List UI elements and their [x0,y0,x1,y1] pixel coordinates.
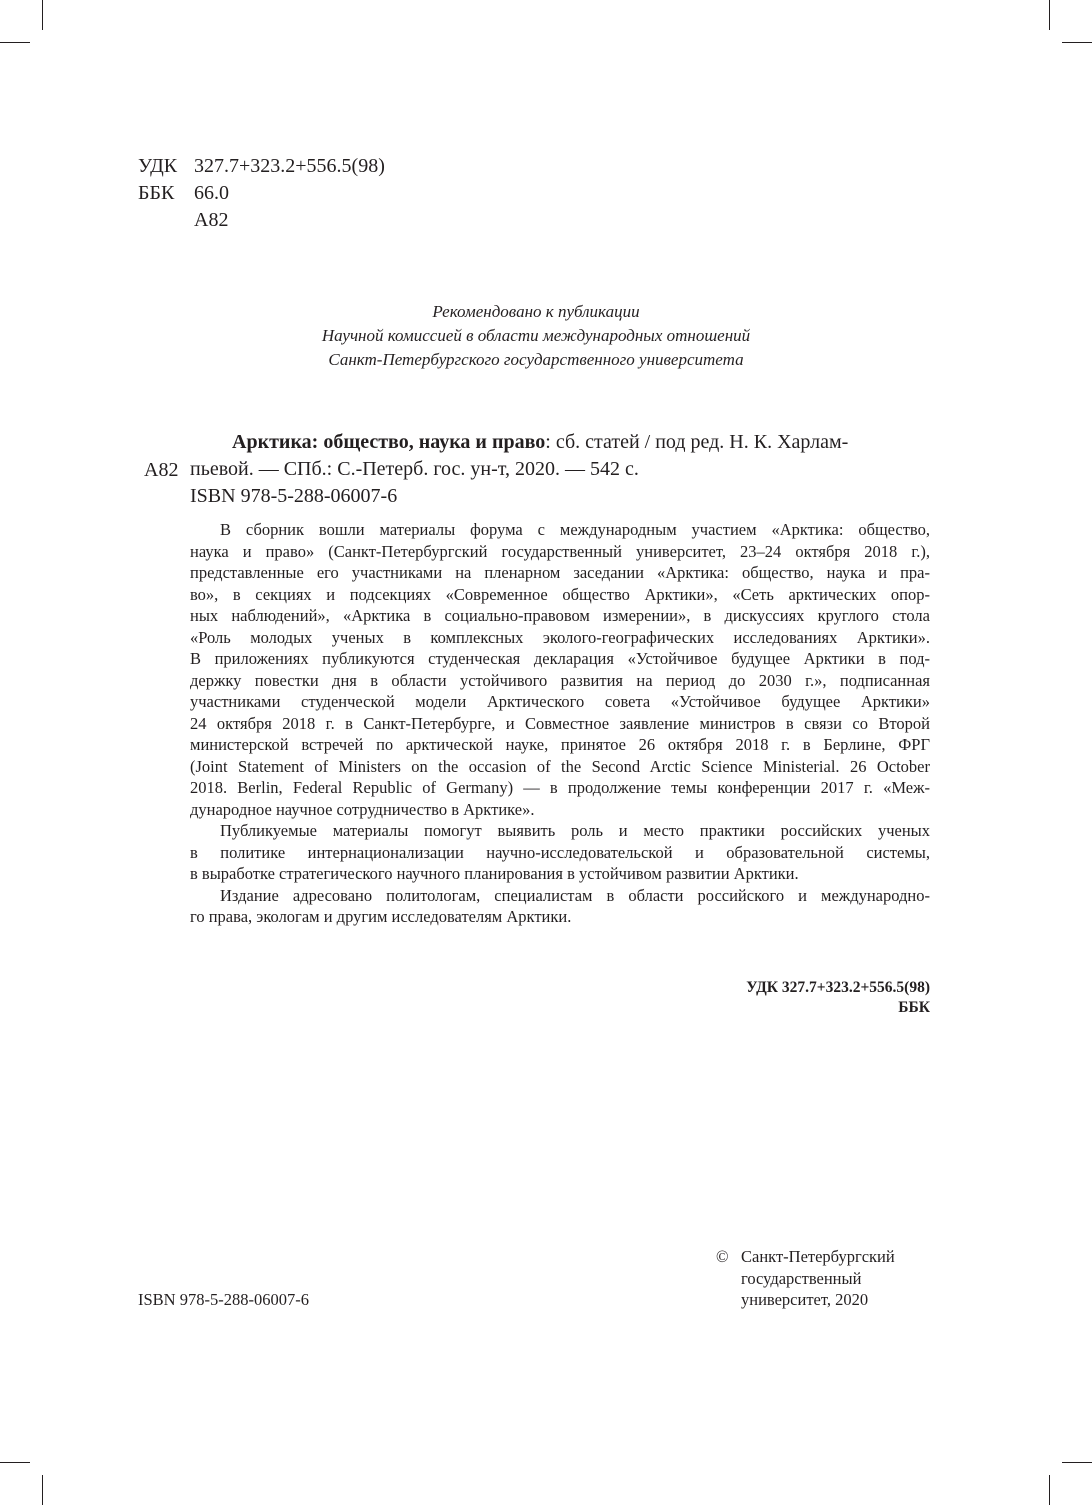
recommendation-line: Санкт-Петербургского государственного университета [328,350,744,369]
annotation [190,519,930,928]
crop-mark-bottom-left-vertical [42,1475,43,1505]
annotation-line: во», в секциях и подсекциях «Современное общество Арктики», «Сеть арктических опор- [190,584,930,604]
annotation-line: в выработке стратегического научного планирования в устойчивом развитии Арктики. [190,864,799,883]
author-mark-line [138,207,229,233]
annotation-line: министерской встречей по арктической науке, принятое 26 октября 2018 г. в Берлине, ФРГ [190,735,930,754]
margin-author-mark: А82 [144,459,179,481]
copyright-line: государственный [741,1268,862,1288]
udk-value: 327.7+323.2+556.5(98) [194,155,385,177]
crop-mark-bottom-left-horizontal [0,1462,30,1463]
copyright-icon: © [716,1247,729,1266]
bbk-code-bold: ББК [898,999,930,1016]
biblio-line-1-rest: : сб. статей / под ред. Н. К. Харлам- [545,431,849,453]
book-title: Арктика: общество, наука и право [232,431,546,453]
crop-mark-top-right-vertical [1049,0,1050,30]
author-mark: А82 [194,209,229,231]
crop-mark-bottom-right-horizontal [1062,1462,1092,1463]
annotation-line: Публикуемые материалы помогут выявить роль и место практики российских ученых [220,821,930,840]
annotation-line: (Joint Statement of Ministers on the occasion of the Second Arctic Science Ministerial. 26 October [190,756,930,776]
footer-isbn: ISBN 978-5-288-06007-6 [138,1290,309,1309]
recommendation-line: Рекомендовано к публикации [432,302,640,321]
crop-mark-top-left-horizontal [0,42,30,43]
udk-code-bold: УДК 327.7+323.2+556.5(98) [746,979,930,996]
annotation-line: участниками студенческой модели Арктического совета «Устойчивое будущее Арктики» [190,692,930,711]
annotation-line: «Роль молодых ученых в комплексных эколого-географических исследованиях Арктики». [190,627,930,647]
annotation-line: наука и право» (Санкт-Петербургский государственный университет, 23–24 октября 2018 г.), [190,541,930,561]
crop-mark-bottom-right-vertical [1049,1475,1050,1505]
annotation-line: 2018. Berlin, Federal Republic of Germany) — в продолжение темы конференции 2017 г. «Меж- [190,778,930,797]
copyright-line: Санкт-Петербургский [741,1247,895,1266]
bbk-line [138,180,229,206]
bbk-value: 66.0 [194,182,229,204]
annotation-line: в политике интернационализации научно-исследовательской и образовательной системы, [190,842,930,862]
recommendation-block [260,300,812,372]
annotation-line: го права, экологам и другим исследователям Арктики. [190,907,572,926]
crop-mark-top-right-horizontal [1062,42,1092,43]
annotation-line: В сборник вошли материалы форума с международным участием «Арктика: общество, [220,520,930,539]
annotation-line: дународное научное сотрудничество в Арктике». [190,799,535,819]
biblio-isbn: ISBN 978-5-288-06007-6 [190,485,398,507]
annotation-line: В приложениях публикуются студенческая декларация «Устойчивое будущее Арктики в под- [190,649,930,668]
annotation-line: держку повестки дня в области устойчивого развития на период до 2030 г.», подписанная [190,670,930,690]
biblio-line-1 [190,429,932,456]
biblio-line-2: пьевой. — СПб.: С.-Петерб. гос. ун-т, 2020. — 542 с. [190,458,639,480]
recommendation-line: Научной комиссией в области международных отношений [321,326,751,345]
bbk-label: ББК [138,182,175,204]
copyright-line: университет, 2020 [741,1290,869,1309]
annotation-line: Издание адресовано политологам, специалистам в области российского и международно- [220,885,930,905]
crop-mark-top-left-vertical [42,0,43,30]
bibliographic-record [190,429,932,510]
annotation-line: ных наблюдений», «Арктика в социально-правовом измерении», в дискуссиях круглого стола [190,606,930,625]
annotation-line: представленные его участниками на пленарном заседании «Арктика: общество, наука и пра- [190,563,930,582]
udk-label: УДК [138,155,178,177]
udk-line [138,153,385,179]
classification-codes-block [746,978,930,1018]
annotation-line: 24 октября 2018 г. в Санкт-Петербурге, и Совместное заявление министров в связи со Второй [190,713,930,733]
